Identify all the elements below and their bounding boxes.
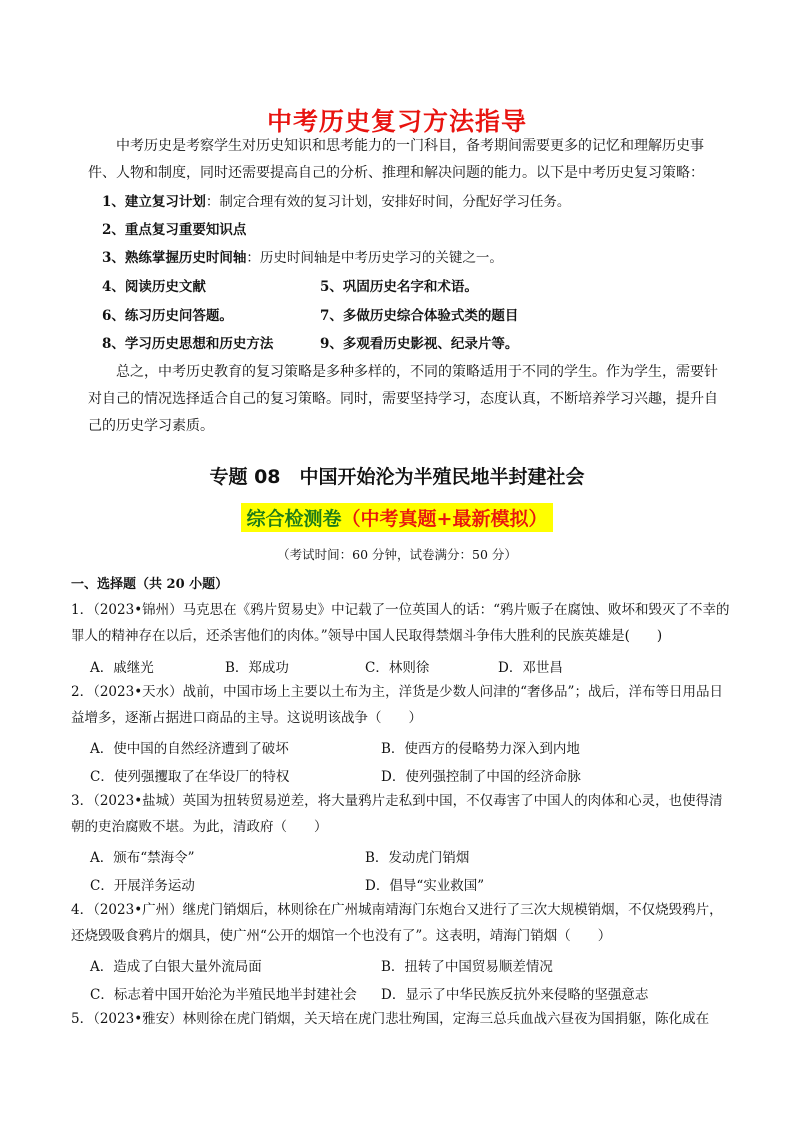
- strategy-2: [102, 217, 246, 243]
- strategy-6-label: 6、练习历史问答题。: [102, 308, 233, 324]
- subtitle-main: 综合检测卷: [246, 508, 342, 530]
- strategy-3: [102, 245, 503, 271]
- strategy-7-label: 7、多做历史综合体验式类的题目: [320, 308, 519, 324]
- question-2-option-c: C．使列强攫取了在华设厂的特权: [90, 769, 290, 785]
- question-2-option-b: B．使西方的侵略势力深入到内地: [381, 741, 580, 757]
- question-3-option-a: A．颁布“禁海令”: [90, 850, 195, 866]
- question-4-option-c: C．标志着中国开始沦为半殖民地半封建社会: [90, 987, 357, 1003]
- strategy-3-text: ：历史时间轴是中考历史学习的关键之一。: [246, 250, 503, 266]
- question-1-option-c: C．林则徐: [365, 660, 430, 676]
- question-1-option-b: B．郑成功: [225, 660, 289, 676]
- question-1-stem: 1．（2023•锦州）马克思在《鸦片贸易史》中记载了一位英国人的话：“鸦片贩子在腐蚀、败坏和毁灭了不幸的罪人的精神存在以后，还杀害他们的肉体。”领导中国人民取得禁烟斗争伟大胜利的民族英雄是( ): [71, 602, 730, 644]
- strategy-row-6-7: [102, 303, 519, 329]
- strategy-9-label: 9、多观看历史影视、纪录片等。: [320, 336, 519, 352]
- question-1-option-a: A．戚继光: [90, 660, 154, 676]
- summary-paragraph: 总之，中考历史教育的复习策略是多种多样的，不同的策略适用于不同的学生。作为学生，需要针对自己的情况选择适合自己的复习策略。同时，需要坚持学习，态度认真，不断培养学习兴趣，提升自己的历史学习素质。: [88, 364, 718, 434]
- strategy-1-text: ：制定合理有效的复习计划，安排好时间，分配好学习任务。: [205, 194, 571, 210]
- exam-info: （考试时间：60 分钟，试卷满分：50 分）: [277, 547, 517, 562]
- strategy-4-label: 4、阅读历史文献: [102, 279, 206, 295]
- subtitle-wrap: [0, 503, 794, 532]
- question-4-stem: 4．（2023•广州）继虎门销烟后，林则徐在广州城南靖海门东炮台又进行了三次大规模销烟，不仅烧毁鸦片，还烧毁吸食鸦片的烟具，使广州“公开的烟馆一个也没有了”。这表明，靖海门销烟（ ）: [71, 902, 723, 944]
- strategy-1-label: 1、建立复习计划: [102, 194, 206, 210]
- subtitle-paren: （中考真题+最新模拟）: [341, 508, 548, 530]
- chapter-title: 专题 08 中国开始沦为半殖民地半封建社会: [209, 466, 585, 488]
- strategy-3-label: 3、熟练掌握历史时间轴: [102, 250, 247, 266]
- question-4-option-a: A．造成了白银大量外流局面: [90, 959, 262, 975]
- strategy-8-label: 8、学习历史思想和历史方法: [102, 336, 274, 352]
- strategy-2-label: 2、重点复习重要知识点: [102, 222, 247, 238]
- page-title: 中考历史复习方法指导: [266, 107, 527, 136]
- subtitle-highlight: [241, 503, 554, 532]
- intro-paragraph: 中考历史是考察学生对历史知识和思考能力的一门科目，备考期间需要更多的记忆和理解历史事件、人物和制度，同时还需要提高自己的分析、推理和解决问题的能力。以下是中考历史复习策略：: [88, 138, 704, 181]
- question-3-stem: 3．（2023•盐城）英国为扭转贸易逆差，将大量鸦片走私到中国，不仅毒害了中国人的肉体和心灵，也使得清朝的吏治腐败不堪。为此，清政府（ ）: [71, 793, 723, 835]
- strategy-1: [102, 189, 570, 215]
- question-5-stem: 5．（2023•雅安）林则徐在虎门销烟，关天培在虎门悲壮殉国，定海三总兵血战六昼夜为国捐躯，陈化成在: [71, 1011, 710, 1027]
- question-1-option-d: D．邓世昌: [498, 660, 563, 676]
- strategy-5-label: 5、巩固历史名字和术语。: [320, 279, 478, 295]
- question-4-option-d: D．显示了中华民族反抗外来侵略的坚强意志: [381, 987, 649, 1003]
- question-4-option-b: B．扭转了中国贸易顺差情况: [381, 959, 553, 975]
- question-3-option-b: B．发动虎门销烟: [365, 850, 470, 866]
- question-3-option-d: D．倡导“实业救国”: [365, 878, 485, 894]
- question-2-option-a: A．使中国的自然经济遭到了破坏: [90, 741, 289, 757]
- section-heading: 一、选择题（共 20 小题）: [71, 577, 229, 592]
- question-2-stem: 2．（2023•天水）战前，中国市场上主要以土布为主，洋货是少数人问津的“奢侈品”；战后，洋布等日用品日益增多，逐渐占据进口商品的主导。这说明该战争（ ）: [71, 684, 723, 726]
- strategy-row-8-9: [102, 331, 519, 357]
- question-3-option-c: C．开展洋务运动: [90, 878, 195, 894]
- strategy-row-4-5: [102, 274, 478, 300]
- question-2-option-d: D．使列强控制了中国的经济命脉: [381, 769, 581, 785]
